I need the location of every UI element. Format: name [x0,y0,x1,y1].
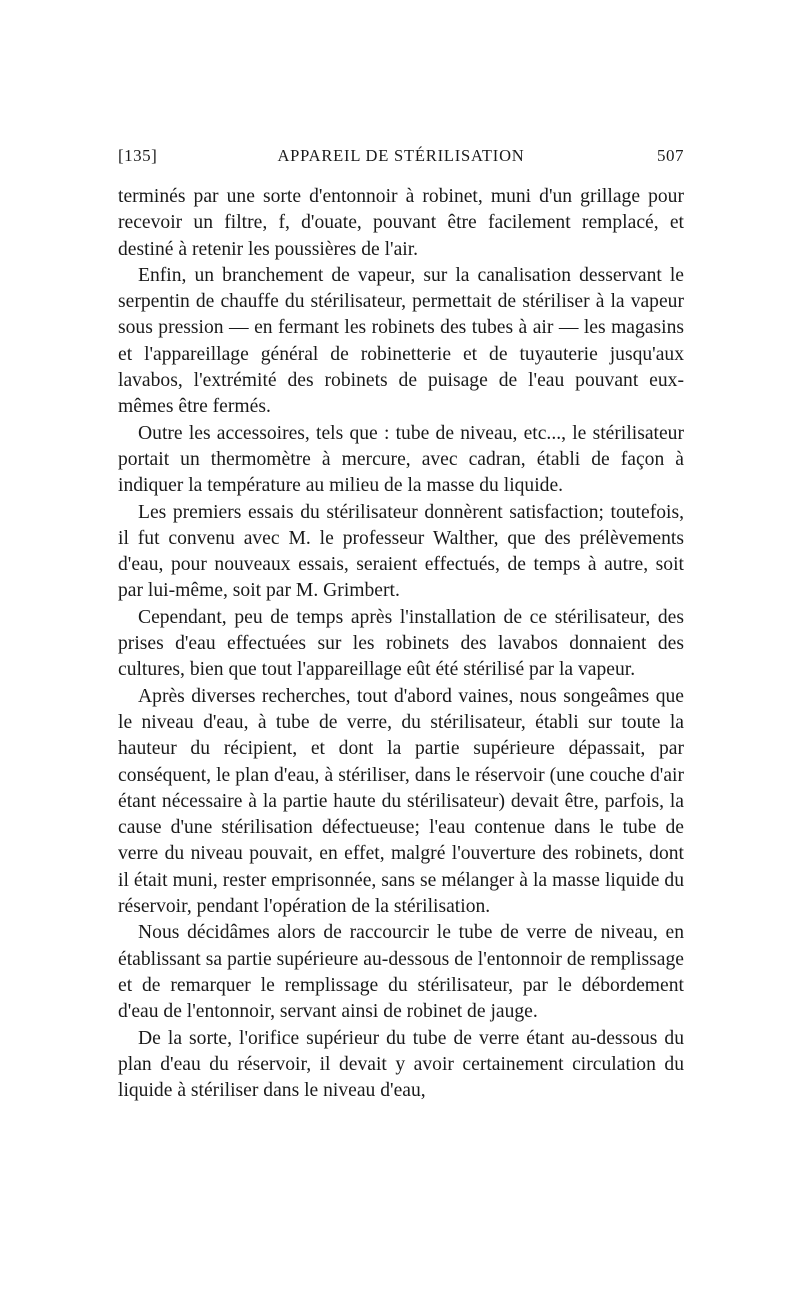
body-text [118,184,684,1104]
paragraph: Cependant, peu de temps après l'installation de ce stérilisateur, des prises d'eau effectuées sur les robinets des lavabos donnaient des cultures, bien que tout l'appareillage eût été stérilisé par la vapeur. [118,606,684,681]
book-page [118,146,684,1104]
paragraph: Enfin, un branchement de vapeur, sur la canalisation desservant le serpentin de chauffe du stérilisateur, permettait de stériliser à la vapeur sous pression — en fermant les robinets des tubes à air — les magasins et l'appareillage général de robinetterie et de tuyauterie jusqu'aux lavabos, l'extrémité des robinets de puisage de l'eau pouvant eux-mêmes être fermés. [118,264,684,418]
paragraph: Après diverses recherches, tout d'abord vaines, nous songeâmes que le niveau d'eau, à tube de verre, du stérilisateur, établi sur toute la hauteur du récipient, et dont la partie supérieure dépassait, par conséquent, le plan d'eau, à stériliser, dans le réservoir (une couche d'air étant nécessaire à la partie haute du stérilisateur) devait être, parfois, la cause d'une stérilisation défectueuse; l'eau contenue dans le tube de verre du niveau pouvait, en effet, malgré l'ouverture des robinets, dont il était muni, rester emprisonnée, sans se mélanger à la masse liquide du réservoir, pendant l'opération de la stérilisation. [118,685,684,918]
running-title: APPAREIL DE STÉRILISATION [277,146,525,165]
page-number: 507 [657,146,684,165]
running-header [118,146,684,172]
section-reference: [135] [118,146,158,165]
paragraph-continued: terminés par une sorte d'entonnoir à robinet, muni d'un grillage pour recevoir un filtre, f, d'ouate, pouvant être facilement remplacé, et destiné à retenir les poussières de l'air. [118,186,684,260]
paragraph: Outre les accessoires, tels que : tube de niveau, etc..., le stérilisateur portait un thermomètre à mercure, avec cadran, établi de façon à indiquer la température au milieu de la masse du liquide. [118,422,684,497]
paragraph: De la sorte, l'orifice supérieur du tube de verre étant au-dessous du plan d'eau du réservoir, il devait y avoir certainement circulation du liquide à stériliser dans le niveau d'eau, [118,1027,684,1102]
paragraph: Nous décidâmes alors de raccourcir le tube de verre de niveau, en établissant sa partie supérieure au-dessous de l'entonnoir de remplissage et de remarquer le remplissage du stérilisateur, par le débordement d'eau de l'entonnoir, servant ainsi de robinet de jauge. [118,922,684,1023]
paragraph: Les premiers essais du stérilisateur donnèrent satisfaction; toutefois, il fut convenu avec M. le professeur Walther, que des prélèvements d'eau, pour nouveaux essais, seraient effectués, de temps à autre, soit par lui-même, soit par M. Grimbert. [118,501,684,602]
